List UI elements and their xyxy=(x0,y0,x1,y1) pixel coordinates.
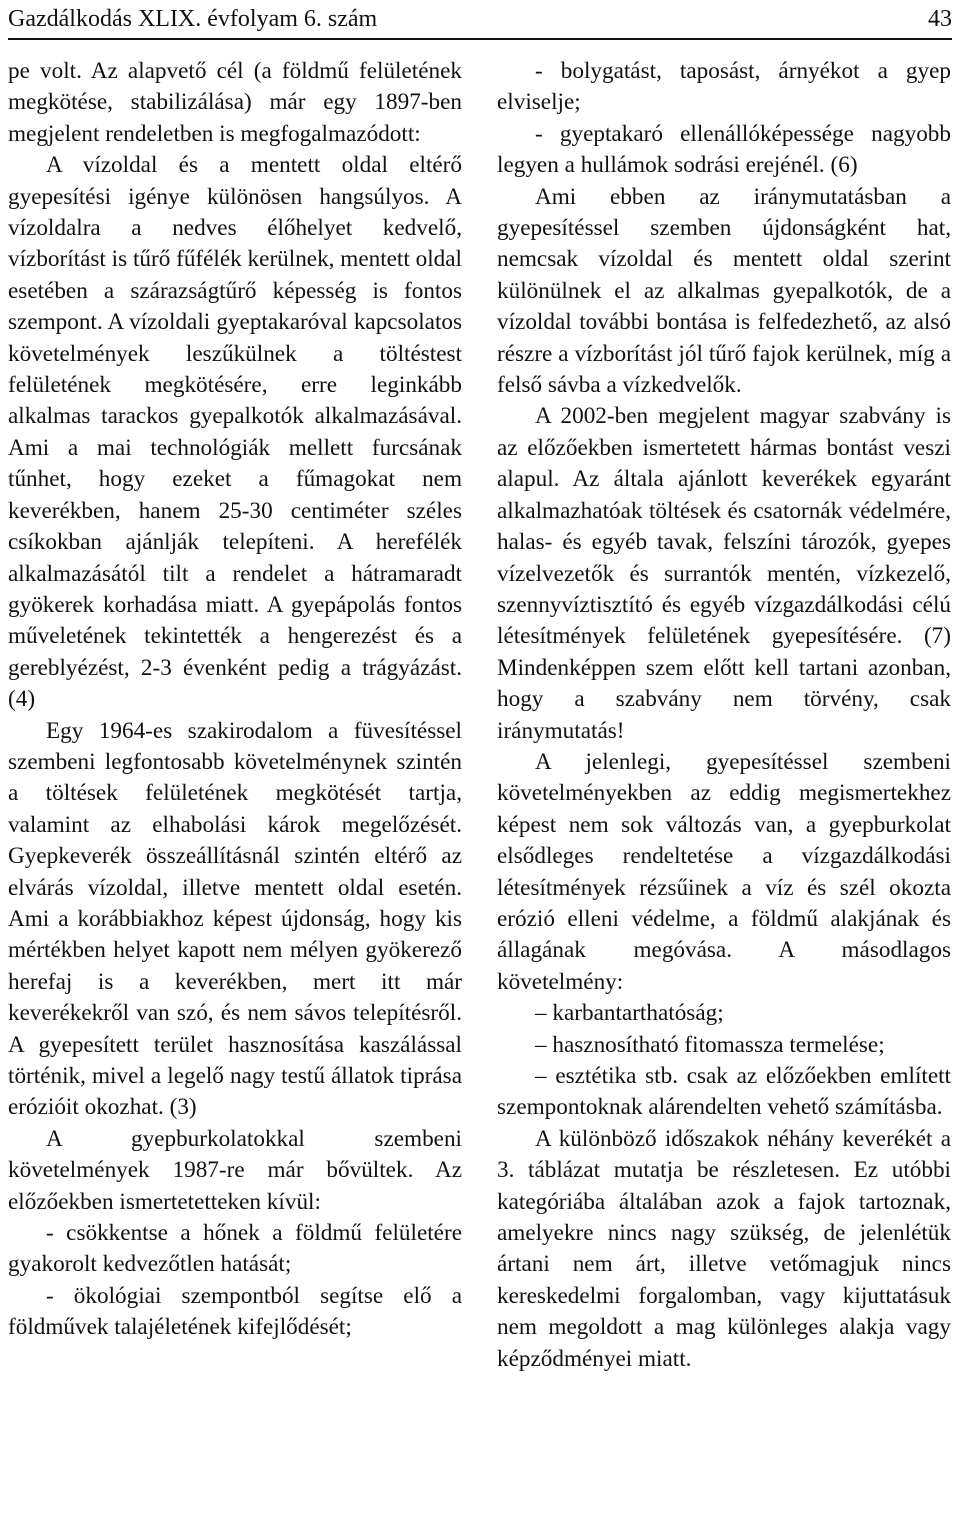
right-column xyxy=(497,56,951,1375)
paragraph: A jelenlegi, gyepesítéssel szembeni követelményekben az eddig megismertekhez képest nem sok változás van, a gyepburkolat elsődleges rendeltetése a vízgazdálkodási létesítmények rézsűinek a víz és szél okozta erózió elleni védelme, a földmű alakjának és állagának megóvása. A másodlagos követelmény: xyxy=(497,748,951,995)
paragraph: A 2002-ben megjelent magyar szabvány is az előzőekben ismertetett hármas bontást veszi alapul. Az általa ajánlott keverékek egyaránt alkalmazhatóak töltések és csatornák védelmére, halas- és egyéb tavak, felszíni tározók, gyepes vízelvezetők és surrantók mentén, vízkezelő, szennyvíztisztító és egyéb vízgazdálkodási célú létesítmények felületének gyepesítésére. (7) Mindenképpen szem előtt kell tartani azonban, hogy a szabvány nem törvény, csak iránymutatás! xyxy=(497,403,951,744)
list-item: - bolygatást, taposást, árnyékot a gyep elviselje; xyxy=(497,58,951,116)
list-item: - ökológiai szempontból segítse elő a földművek talajéletének kifejlődését; xyxy=(8,1282,462,1341)
paragraph: Ami ebben az iránymutatásban a gyepesítéssel szemben újdonságként hat, nemcsak vízoldal és mentett oldal szerint különülnek el az alkalmas gyepalkotók, de a vízoldal további bontása is felfedezhető, az alsó részre a vízborítást jól tűrő fajok kerülnek, míg a felső sávba a vízkedvelők. xyxy=(497,183,951,399)
paragraph: pe volt. Az alapvető cél (a földmű felületének megkötése, stabilizálása) már egy 1897-ben megjelent rendeletben is megfogalmazódott: xyxy=(8,58,462,147)
dash-list-item xyxy=(497,998,951,1029)
paragraph: A gyepburkolatokkal szembeni követelmények 1987-re már bővültek. Az előzőekben ismertetetteken kívül: xyxy=(8,1125,462,1215)
dash-list-item xyxy=(497,1030,951,1061)
left-column xyxy=(8,56,462,1344)
page-header xyxy=(8,0,952,40)
journal-title: Gazdálkodás XLIX. évfolyam 6. szám xyxy=(8,5,378,32)
dash-item-text: esztétika stb. csak az előzőekben említett szempontoknak alárendelten vehető számításba. xyxy=(497,1063,952,1121)
paragraph: A különböző időszakok néhány keverékét a 3. táblázat mutatja be részletesen. Ez utóbbi kategóriába általában azok a fajok tartoznak, amelyekre nincs nagy szükség, de jelenlétük ártani nem árt, illetve vetőmagjuk nincs kereskedelmi forgalomban, vagy kijuttatásuk nem megoldott a mag különleges alakja vagy képződményei miatt. xyxy=(497,1125,951,1372)
dash-marker: – xyxy=(535,1000,547,1027)
paragraph: Egy 1964-es szakirodalom a füvesítéssel szembeni legfontosabb követelménynek szintén a töltések felületének megkötését tartja, valamint az elhabolási károk megelőzését. Gyepkeverék összeállításnál szintén eltérő az elvárás vízoldal, illetve mentett oldal esetén. Ami a korábbiakhoz képest újdonság, hogy kis mértékben helyet kapott nem mélyen gyökerező herefaj is a keverékben, mert itt már keverékekről van szó, és nem sávos telepítésről. A gyepesített terület hasznosítása kaszálással történik, mivel a legelő nagy testű állatok tiprása erózióit okozhat. (3) xyxy=(8,717,462,1121)
dash-marker: – xyxy=(535,1063,547,1089)
list-item: - csökkentse a hőnek a földmű felületére gyakorolt kedvezőtlen hatását; xyxy=(8,1220,462,1278)
page-number: 43 xyxy=(928,5,952,32)
list-item: - gyeptakaró ellenállóképessége nagyobb legyen a hullámok sodrási erejénél. (6) xyxy=(497,120,951,179)
dash-item-text: hasznosítható fitomassza termelése; xyxy=(552,1031,885,1058)
paragraph: A vízoldal és a mentett oldal eltérő gyepesítési igénye különösen hangsúlyos. A vízoldalra a nedves élőhelyet kedvelő, vízborítást is tűrő fűfélék kerülnek, mentett oldal esetében a szárazságtűrő képesség is fontos szempont. A vízoldali gyeptakaróval kapcsolatos követelmények leszűkülnek a töltéstest felületének megkötésére, erre leginkább alkalmas tarackos gyepalkotók alkalmazásával. Ami a mai technológiák mellett furcsának tűnhet, hogy ezeket a fűmagokat nem keverékben, hanem 25-30 centiméter széles csíkokban ajánlják telepíteni. A herefélék alkalmazásától tilt a rendelet a hátramaradt gyökerek korhadása miatt. A gyepápolás fontos műveletének tekintették a hengerezést és a gereblyézést, 2-3 évenként pedig a trágyázást. (4) xyxy=(8,152,462,713)
dash-list-item xyxy=(497,1061,951,1124)
dash-marker: – xyxy=(535,1031,547,1058)
dash-item-text: karbantarthatóság; xyxy=(552,1000,724,1027)
